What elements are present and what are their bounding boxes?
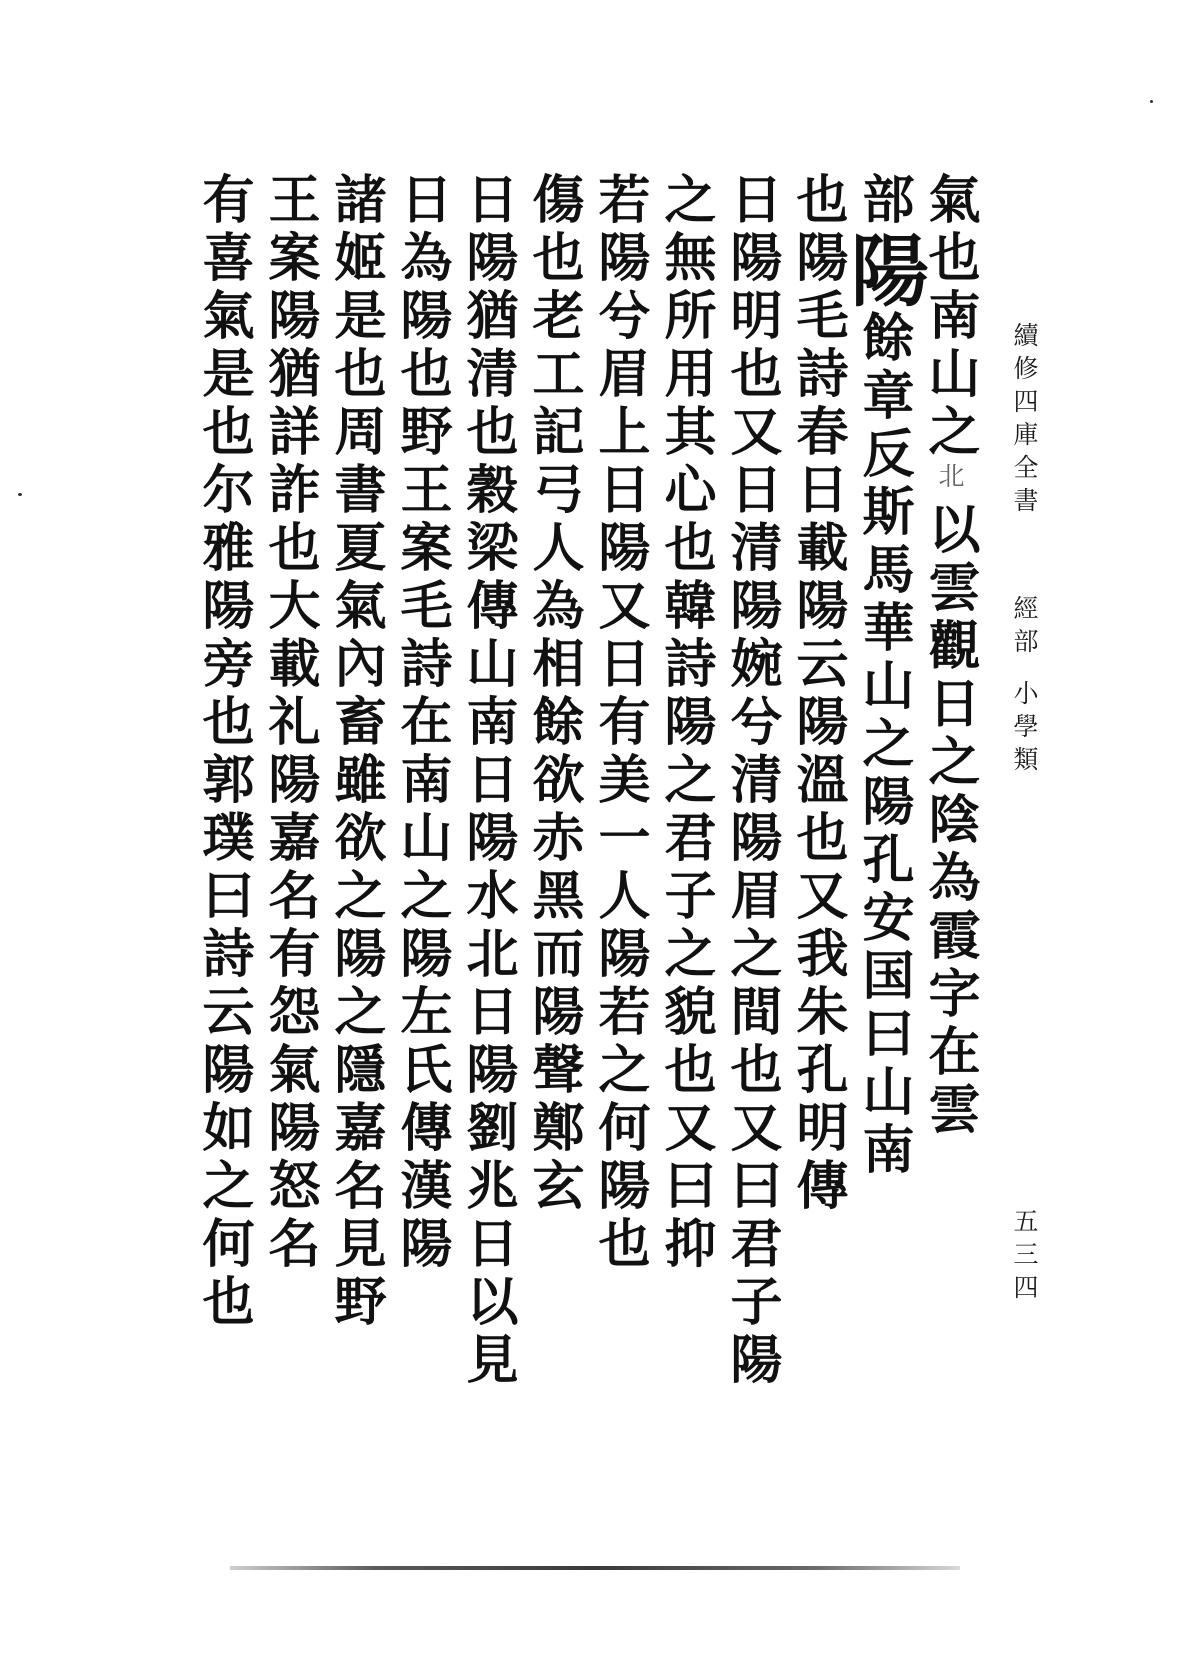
column-text: 日陽猶清也穀梁傳山南日陽水北日陽劉兆日以見 bbox=[457, 172, 518, 1390]
text-column-6 bbox=[586, 172, 652, 1512]
column-text: 日陽明也又日清陽婉兮清陽眉之間也又曰君子陽 bbox=[721, 172, 782, 1390]
column-heading-char: 部 bbox=[853, 172, 914, 230]
column-text: 有喜氣是也尔雅陽旁也郭璞曰詩云陽如之何也 bbox=[193, 172, 254, 1332]
column-text-continued: 斯馬華山之陽孔安国曰山南 bbox=[853, 484, 914, 1180]
text-column-9 bbox=[388, 172, 454, 1512]
entry-headword: 陽 bbox=[838, 230, 929, 310]
text-column-10 bbox=[322, 172, 388, 1512]
bottom-rule-line bbox=[230, 1566, 960, 1570]
text-column-7 bbox=[520, 172, 586, 1512]
subsection-label: 小學類 bbox=[1010, 680, 1039, 779]
text-column-2 bbox=[838, 172, 929, 1512]
scan-speck bbox=[1150, 100, 1153, 103]
text-column-12 bbox=[190, 172, 256, 1512]
column-text: 若陽兮眉上日陽又日有美一人陽若之何陽也 bbox=[589, 172, 650, 1274]
column-text-continued: 餘章反 bbox=[853, 310, 914, 484]
column-annotation: 北 bbox=[934, 462, 964, 502]
column-text: 之無所用其心也韓詩陽之君子之貌也又曰抑 bbox=[655, 172, 716, 1274]
text-column-1 bbox=[916, 172, 982, 1512]
section-label: 經部 bbox=[1010, 595, 1039, 661]
column-text: 也陽毛詩春日載陽云陽溫也又我朱孔明傳 bbox=[787, 172, 848, 1216]
book-title: 續修四庫全書 bbox=[1010, 322, 1039, 520]
text-column-11 bbox=[256, 172, 322, 1512]
column-text: 傷也老工記弓人為相餘欲赤黑而陽聲鄭玄 bbox=[523, 172, 584, 1216]
column-text: 氣也南山之 bbox=[919, 172, 980, 462]
column-text: 王案陽猶詳詐也大載礼陽嘉名有怨氣陽怒名 bbox=[259, 172, 320, 1274]
column-text: 諸姬是也周書夏氣內畜雖欲之陽之隱嘉名見野 bbox=[325, 172, 386, 1332]
text-column-3 bbox=[784, 172, 850, 1512]
scan-speck bbox=[18, 493, 22, 496]
text-column-5 bbox=[652, 172, 718, 1512]
text-column-8 bbox=[454, 172, 520, 1512]
column-text: 日為陽也野王案毛詩在南山之陽左氏傳漢陽 bbox=[391, 172, 452, 1274]
page-number: 五三四 bbox=[1010, 1208, 1039, 1307]
column-text-continued: 以雲觀日之陰為霞字在雲 bbox=[919, 502, 980, 1140]
text-column-4 bbox=[718, 172, 784, 1512]
main-text bbox=[92, 172, 982, 1512]
